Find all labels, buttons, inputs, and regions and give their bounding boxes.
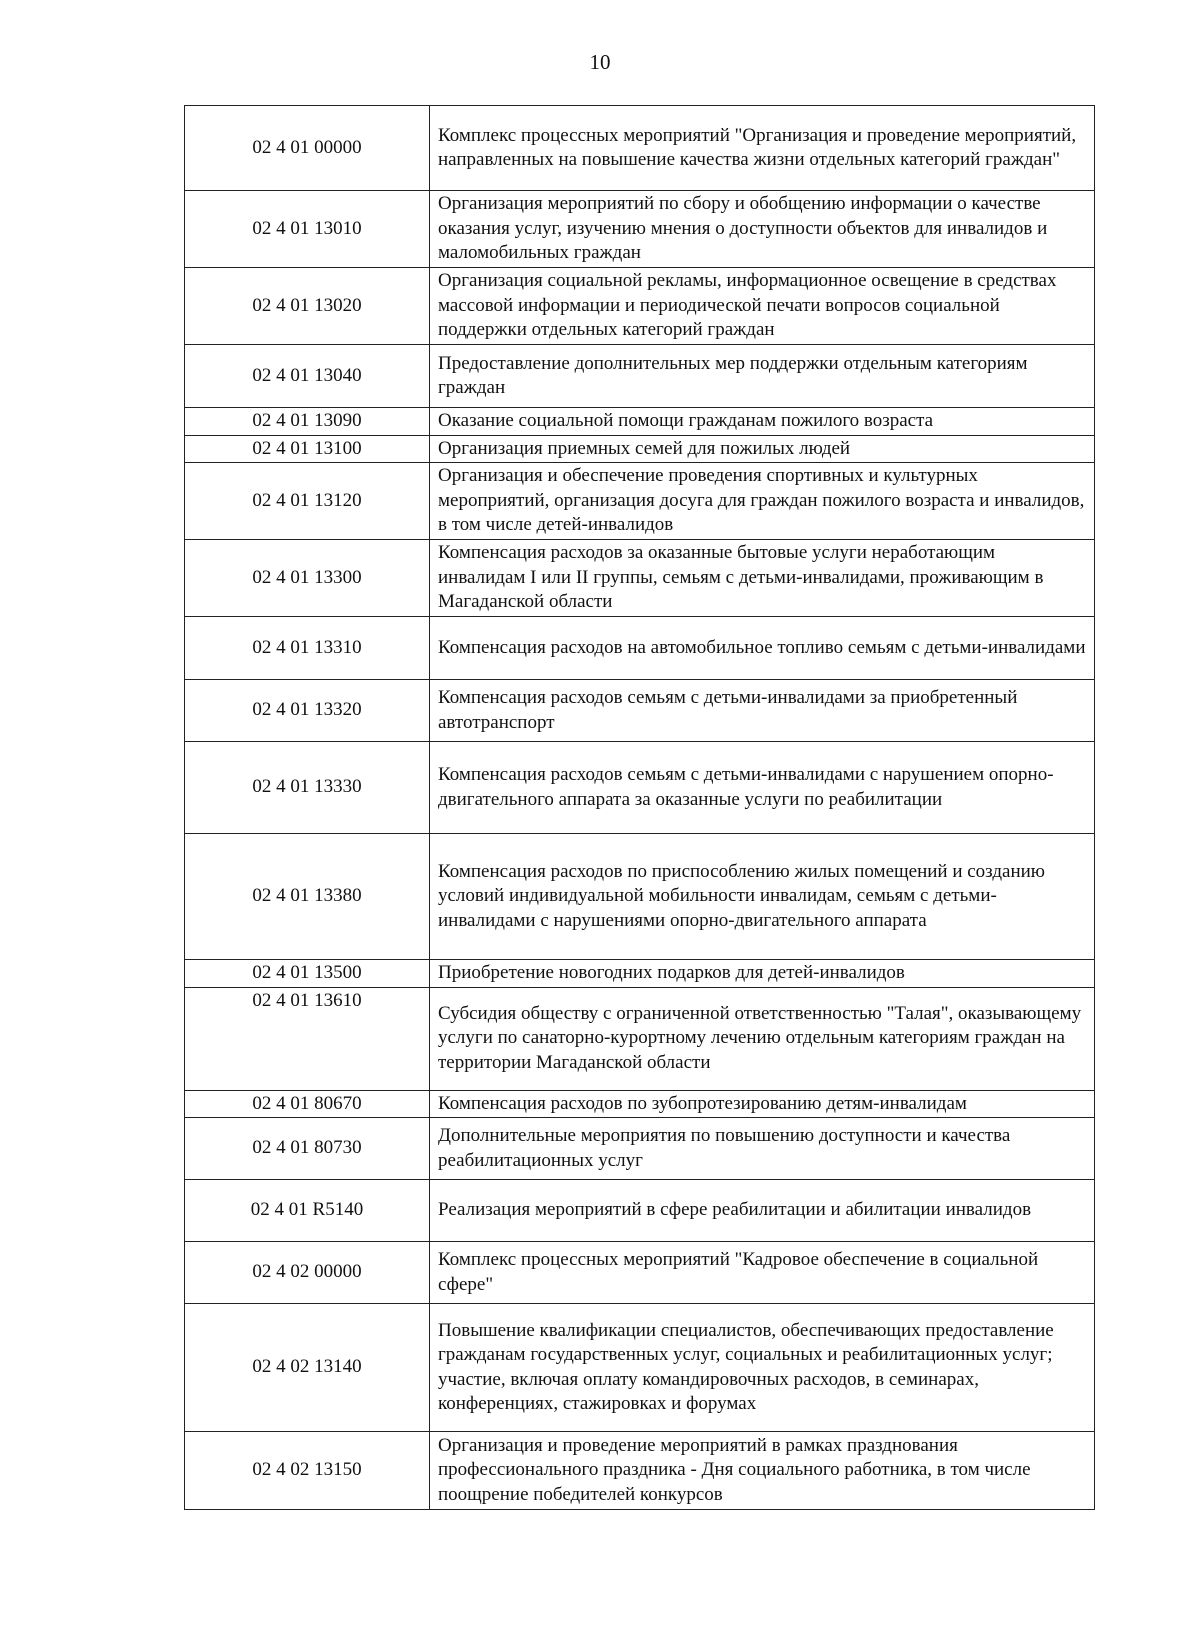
table-row	[185, 1242, 1095, 1304]
row-name: Комплекс процессных мероприятий "Организация и проведение мероприятий, направленных на повышение качества жизни отдельных категорий граждан"	[430, 106, 1095, 191]
row-name: Компенсация расходов на автомобильное топливо семьям с детьми-инвалидами	[430, 617, 1095, 680]
row-code: 02 4 02 00000	[185, 1242, 430, 1304]
row-code: 02 4 01 80730	[185, 1118, 430, 1180]
table-row	[185, 1432, 1095, 1510]
table-row	[185, 987, 1095, 1090]
row-name: Компенсация расходов семьям с детьми-инвалидами с нарушением опорно-двигательного аппарата за оказанные услуги по реабилитации	[430, 742, 1095, 834]
row-code: 02 4 01 13500	[185, 960, 430, 988]
row-code: 02 4 02 13150	[185, 1432, 430, 1510]
table-row	[185, 680, 1095, 742]
row-name: Компенсация расходов семьям с детьми-инвалидами за приобретенный автотранспорт	[430, 680, 1095, 742]
row-name: Комплекс процессных мероприятий "Кадровое обеспечение в социальной сфере"	[430, 1242, 1095, 1304]
row-code: 02 4 01 80670	[185, 1090, 430, 1118]
row-name: Организация и обеспечение проведения спортивных и культурных мероприятий, организация досуга для граждан пожилого возраста и инвалидов, в том числе детей-инвалидов	[430, 463, 1095, 540]
row-name: Организация приемных семей для пожилых людей	[430, 435, 1095, 463]
row-name: Повышение квалификации специалистов, обеспечивающих предоставление гражданам государственных услуг, социальных и реабилитационных услуг; участие, включая оплату командировочных расходов, в семинарах, конференциях, стажировках и форумах	[430, 1304, 1095, 1432]
row-code: 02 4 01 13310	[185, 617, 430, 680]
row-code: 02 4 01 13330	[185, 742, 430, 834]
row-name: Приобретение новогодних подарков для детей-инвалидов	[430, 960, 1095, 988]
row-name: Оказание социальной помощи гражданам пожилого возраста	[430, 408, 1095, 436]
row-code: 02 4 01 13380	[185, 834, 430, 960]
row-code: 02 4 01 13300	[185, 540, 430, 617]
row-code: 02 4 01 13120	[185, 463, 430, 540]
row-code: 02 4 02 13140	[185, 1304, 430, 1432]
row-name: Предоставление дополнительных мер поддержки отдельным категориям граждан	[430, 345, 1095, 408]
table-row	[185, 617, 1095, 680]
row-code: 02 4 01 R5140	[185, 1180, 430, 1242]
table-row	[185, 106, 1095, 191]
row-code: 02 4 01 13320	[185, 680, 430, 742]
table-row	[185, 191, 1095, 268]
table-row	[185, 960, 1095, 988]
table-row	[185, 742, 1095, 834]
table-row	[185, 268, 1095, 345]
row-code: 02 4 01 13610	[185, 987, 430, 1090]
table-row	[185, 1180, 1095, 1242]
row-name: Компенсация расходов по зубопротезированию детям-инвалидам	[430, 1090, 1095, 1118]
table-row	[185, 834, 1095, 960]
classification-table	[184, 105, 1095, 1510]
row-name: Дополнительные мероприятия по повышению доступности и качества реабилитационных услуг	[430, 1118, 1095, 1180]
row-code: 02 4 01 13100	[185, 435, 430, 463]
row-name: Организация социальной рекламы, информационное освещение в средствах массовой информации и периодической печати вопросов социальной поддержки отдельных категорий граждан	[430, 268, 1095, 345]
table-row	[185, 1090, 1095, 1118]
table-row	[185, 463, 1095, 540]
table-row	[185, 408, 1095, 436]
row-name: Компенсация расходов по приспособлению жилых помещений и созданию условий индивидуальной мобильности инвалидам, семьям с детьми-инвалидами с нарушениями опорно-двигательного аппарата	[430, 834, 1095, 960]
table-row	[185, 540, 1095, 617]
row-name: Компенсация расходов за оказанные бытовые услуги неработающим инвалидам I или II группы, семьям с детьми-инвалидами, проживающим в Магаданской области	[430, 540, 1095, 617]
table-row	[185, 1118, 1095, 1180]
table-row	[185, 345, 1095, 408]
row-code: 02 4 01 13020	[185, 268, 430, 345]
page-number: 10	[589, 50, 611, 74]
row-name: Организация и проведение мероприятий в рамках празднования профессионального праздника - Дня социального работника, в том числе поощрение победителей конкурсов	[430, 1432, 1095, 1510]
row-name: Субсидия обществу с ограниченной ответственностью "Талая", оказывающему услуги по санаторно-курортному лечению отдельным категориям граждан на территории Магаданской области	[430, 987, 1095, 1090]
row-code: 02 4 01 13090	[185, 408, 430, 436]
row-code: 02 4 01 00000	[185, 106, 430, 191]
row-name: Организация мероприятий по сбору и обобщению информации о качестве оказания услуг, изучению мнения о доступности объектов для инвалидов и маломобильных граждан	[430, 191, 1095, 268]
row-name: Реализация мероприятий в сфере реабилитации и абилитации инвалидов	[430, 1180, 1095, 1242]
row-code: 02 4 01 13040	[185, 345, 430, 408]
table-row	[185, 435, 1095, 463]
table-row	[185, 1304, 1095, 1432]
row-code: 02 4 01 13010	[185, 191, 430, 268]
